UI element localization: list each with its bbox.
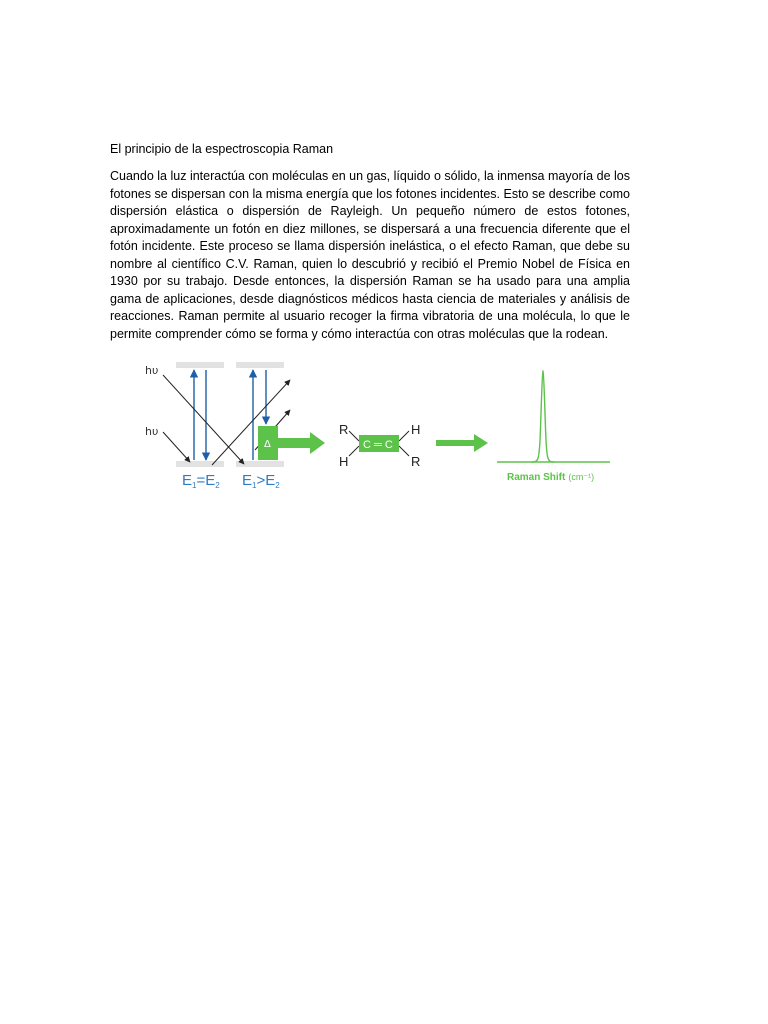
bond-h-top xyxy=(399,431,409,441)
ground-level-right xyxy=(236,461,284,467)
molecule-r-bottom-right: R xyxy=(411,454,421,469)
molecule xyxy=(339,422,420,469)
molecule-r-top-left: R xyxy=(339,422,349,437)
photon-label-bottom: hυ xyxy=(145,425,159,438)
document-title: El principio de la espectroscopia Raman xyxy=(110,142,334,156)
energy-label-left: $E_1=E_2$ xyxy=(182,472,220,490)
molecule-h-top-right: H xyxy=(411,422,421,437)
spectrum-label: Raman Shift (cm⁻¹) xyxy=(507,472,595,483)
bond-h-bottom xyxy=(349,446,359,456)
molecule-h-bottom-left: H xyxy=(339,454,349,469)
bond-r-bottom xyxy=(399,446,409,456)
photon-arrow-top-out xyxy=(212,380,290,465)
ground-level-left xyxy=(176,461,224,467)
green-arrow-2 xyxy=(436,434,488,452)
photon-arrow-bottom-in xyxy=(163,432,190,462)
green-arrow-1 xyxy=(278,432,325,454)
double-bond-label: C ═ C xyxy=(363,439,393,451)
document-paragraph: Cuando la luz interactúa con moléculas en un gas, líquido o sólido, la inmensa mayoría de los fotones se dispersan con la misma energía que los fotones incidentes. Esto se describe como dispersión elástica o dispersión de Rayleigh. Un pequeño número de estos fotones, aproximadamente un fotón en diez millones, se dispersará a una frecuencia diferente que el fotón incidente. Este proceso se llama dispersión inelástica, o el efecto Raman, que debe su nombre al científico C.V. Raman, quien lo descubrió y recibió el Premio Nobel de Física en 1930 por su trabajo. Desde entonces, la dispersión Raman se ha usado para una amplia gama de aplicaciones, desde diagnósticos médicos hasta ciencia de materiales y análisis de reacciones. Raman permite al usuario recoger la firma vibratoria de una molécula, lo que le permite comprender cómo se forma y cómo interactúa con otras moléculas que la rodean. xyxy=(110,169,630,341)
virtual-level-right xyxy=(236,362,284,368)
photon-arrow-top-in xyxy=(163,375,244,464)
delta-label: Δ xyxy=(264,439,271,450)
bond-r-top xyxy=(349,431,359,441)
energy-label-right: $E_1>E_2$ xyxy=(242,472,280,490)
photon-label-top: hυ xyxy=(145,364,159,377)
raman-peak xyxy=(532,371,554,462)
virtual-level-left xyxy=(176,362,224,368)
